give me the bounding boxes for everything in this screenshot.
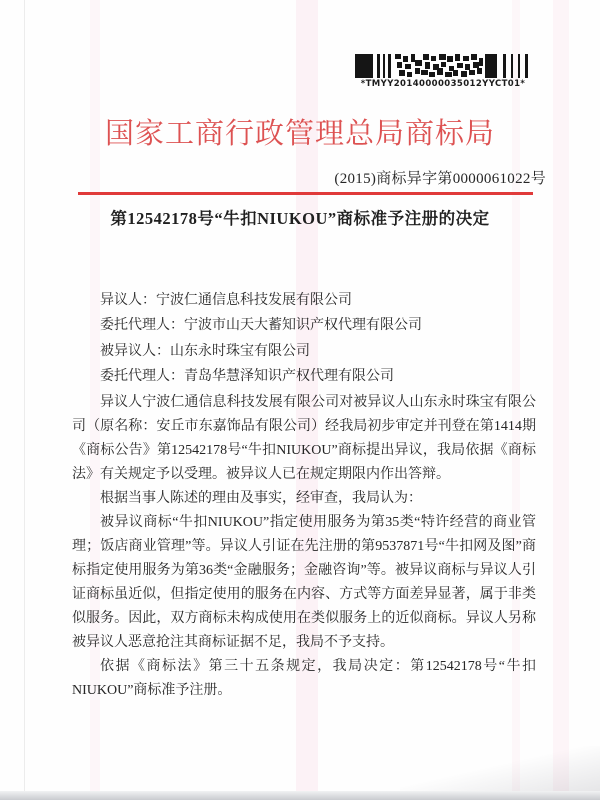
body-paragraph-case-summary: 异议人宁波仁通信息科技发展有限公司对被异议人山东永时珠宝有限公司（原名称：安丘市东嘉饰品有限公司）经我局初步审定并刊登在第1414期《商标公告》第12542178号“牛扣NIUKOU”商标提出异议，我局依据《商标法》有关规定予以受理。被异议人已在规定期限内作出答辩。 (72, 394, 536, 482)
party-value: 青岛华慧泽知识产权代理有限公司 (184, 369, 394, 385)
red-divider-rule (78, 192, 533, 195)
body-paragraph-decision: 依据《商标法》第三十五条规定，我局决定：第12542178号“牛扣NIUKOU”商标准予注册。 (72, 658, 536, 698)
document-number: (2015)商标异字第0000061022号 (334, 171, 546, 187)
body-paragraph-review-intro: 根据当事人陈述的理由及事实，经审查，我局认为： (100, 490, 422, 506)
party-label: 被异议人： (100, 343, 170, 359)
barcode-text: *TMYY20140000035012YYCT01* (360, 79, 526, 89)
document-title: 第12542178号“牛扣NIUKOU”商标准予注册的决定 (110, 209, 490, 228)
document-body (72, 288, 536, 703)
party-row-respondent (100, 339, 536, 364)
agency-title: 国家工商行政管理总局商标局 (104, 118, 495, 150)
page-bottom-edge (0, 791, 600, 800)
party-label: 异议人： (100, 293, 156, 308)
body-paragraph-findings: 被异议商标“牛扣NIUKOU”指定使用服务为第35类“特许经营的商业管理；饭店商业管理”等。异议人引证在先注册的第9537871号“牛扣网及图”商标指定使用服务为第36类“金融服务；金融咨询”等。被异议商标与异议人引证商标虽近似，但指定使用的服务在内容、方式等方面差异显著，属于非类似服务。因此，双方商标未构成使用在类似服务上的近似商标。异议人另称被异议人恶意抢注其商标证据不足，我局不予支持。 (72, 514, 536, 650)
party-value: 山东永时珠宝有限公司 (170, 343, 310, 359)
party-row-opponent (100, 288, 536, 313)
page-fold-shadow (400, 746, 600, 791)
party-row-respondent-agent (100, 364, 536, 389)
party-value: 宁波市山天大蓄知识产权代理有限公司 (184, 318, 422, 334)
barcode (354, 54, 532, 89)
parties-list (100, 288, 536, 390)
party-row-opponent-agent (100, 313, 536, 338)
party-label: 委托代理人： (100, 318, 184, 334)
barcode-image (355, 54, 531, 78)
party-label: 委托代理人： (100, 369, 184, 385)
party-value: 宁波仁通信息科技发展有限公司 (156, 293, 352, 308)
